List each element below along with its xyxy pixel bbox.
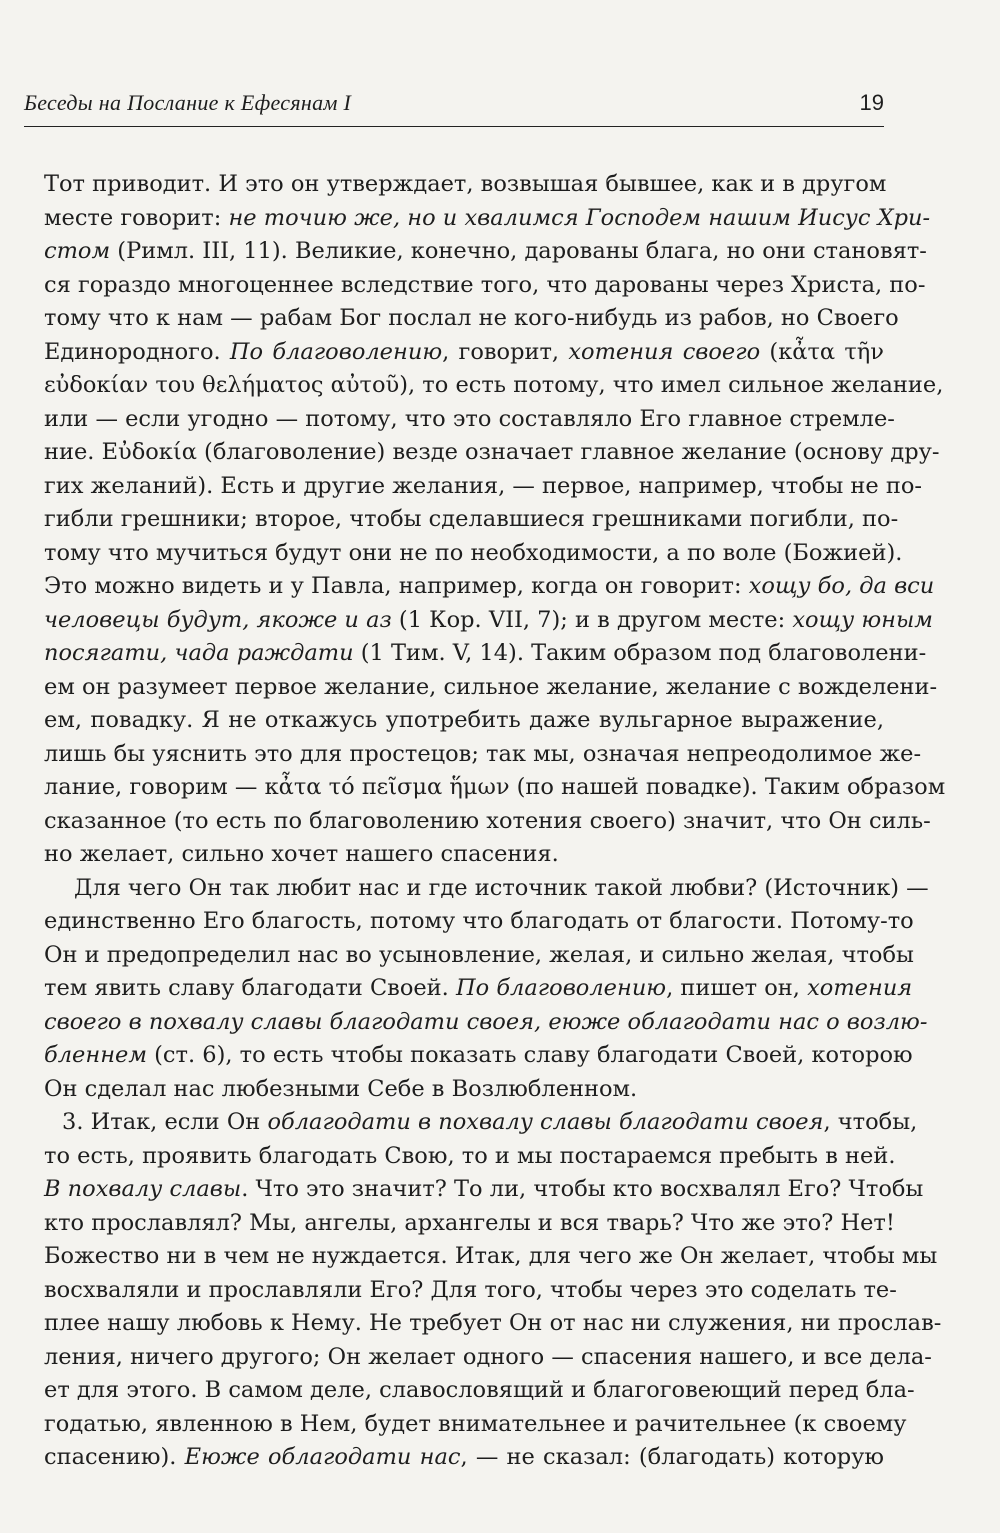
text-line: [44, 436, 940, 470]
text-line: [44, 202, 931, 236]
text-line: [44, 1374, 915, 1408]
text-line: [44, 1408, 907, 1442]
text-line: [44, 470, 923, 504]
text-line: [44, 637, 927, 671]
text-segment: (Римл. III, 11). Великие, конечно, дарованы блага, но они становят-: [110, 238, 927, 264]
text-segment: ся гораздо многоценнее вследствие того, что дарованы через Христа, по-: [44, 271, 926, 298]
text-segment: (1 Кор. VII, 7); и в другом месте:: [391, 606, 793, 633]
text-segment: , пишет он,: [666, 975, 808, 1001]
text-line: [44, 570, 935, 604]
text-line: [44, 838, 884, 872]
italic-segment: не точию же, но и хвалимся Господем нашим Иисус Хри-: [228, 204, 931, 231]
running-title: Беседы на Послание к Ефесянам I: [24, 90, 352, 115]
text-segment: Тот приводит. И это он утверждает, возвышая бывшее, как и в другом: [44, 171, 887, 197]
italic-segment: хощу бо, да вси: [748, 573, 935, 599]
text-segment: (κἆτα τῆν: [760, 338, 884, 365]
text-line: [44, 1240, 938, 1274]
text-segment: ления, ничего другого; Он желает одного — спасения нашего, и все дела-: [44, 1343, 932, 1370]
text-segment: или — если угодно — потому, что это составляло Его главное стремле-: [44, 405, 895, 432]
text-segment: (ст. 6), то есть чтобы показать славу благодати Своей, которою: [147, 1042, 913, 1068]
text-segment: тем явить славу благодати Своей.: [44, 975, 456, 1001]
text-line: [44, 939, 914, 973]
text-segment: ние. Εὐδοκία (благоволение) везде означает главное желание (основу дру-: [44, 439, 940, 465]
italic-segment: облагодати в похвалу славы благодати своея: [267, 1109, 824, 1135]
text-segment: Он и предопределил нас во усыновление, желая, и сильно желая, чтобы: [44, 941, 914, 968]
italic-segment: посягати, чада раждати: [44, 640, 354, 666]
running-head: [24, 90, 884, 127]
text-segment: месте говорит:: [44, 204, 229, 231]
text-segment: тому что к нам — рабам Бог послал не кого-нибудь из рабов, но Своего: [44, 305, 899, 331]
text-segment: , — не сказал: (благодать) которую: [460, 1444, 885, 1470]
text-line: [44, 269, 926, 303]
page-number: 19: [859, 90, 884, 115]
text-segment: тому что мучиться будут они не по необходимости, а по воле (Божией).: [44, 539, 903, 566]
italic-segment: своего в похвалу славы благодати своея, еюже облагодати нас о возлю-: [44, 1008, 928, 1035]
text-segment: 3. Итак, если Он: [62, 1109, 268, 1135]
text-segment: εὐδοκίαν του θελήματος αὐτοῦ), то есть потому, что имел сильное желание,: [44, 372, 944, 398]
italic-segment: человецы будут, якоже и аз: [44, 606, 392, 633]
text-segment: Божество ни в чем не нуждается. Итак, для чего же Он желает, чтобы мы: [44, 1243, 938, 1269]
text-segment: гибли грешники; второе, чтобы сделавшиеся грешниками погибли, по-: [44, 506, 899, 532]
text-segment: кто прославлял? Мы, ангелы, архангелы и вся тварь? Что же это? Нет!: [44, 1209, 895, 1236]
text-segment: гих желаний). Есть и другие желания, — первое, например, чтобы не по-: [44, 472, 923, 499]
text-line: [44, 537, 903, 571]
italic-segment: В похвалу славы: [44, 1176, 242, 1202]
text-line: [44, 972, 913, 1006]
text-segment: восхваляли и прославляли Его? Для того, чтобы через это соделать те-: [44, 1276, 897, 1303]
italic-segment: По благоволению: [229, 338, 443, 365]
text-segment: но желает, сильно хочет нашего спасения.: [44, 841, 559, 867]
text-line: [44, 1106, 918, 1140]
text-segment: спасению).: [44, 1444, 185, 1470]
text-line: [44, 704, 884, 738]
text-segment: то есть, проявить благодать Свою, то и мы постараемся пребыть в ней.: [44, 1142, 896, 1169]
text-line: [44, 905, 914, 939]
text-segment: , говорит,: [442, 338, 569, 365]
text-segment: (1 Тим. V, 14). Таким образом под благоволени-: [353, 640, 927, 666]
text-line: [44, 369, 944, 403]
text-segment: ем, повадку. Я не откажусь употребить даже вульгарное выражение,: [44, 707, 884, 733]
text-line: [44, 235, 927, 269]
text-line: [44, 1073, 884, 1107]
text-segment: лишь бы уяснить это для простецов; так мы, означая непреодолимое же-: [44, 740, 922, 767]
text-line: [44, 403, 895, 437]
text-segment: единственно Его благость, потому что благодать от благости. Потому-то: [44, 908, 914, 934]
text-segment: ем он разумеет первое желание, сильное желание, желание с вожделени-: [44, 673, 938, 700]
text-segment: Это можно видеть и у Павла, например, когда он говорит:: [44, 573, 749, 599]
text-line: [44, 1173, 924, 1207]
text-segment: Он сделал нас любезными Себе в Возлюбленном.: [44, 1075, 638, 1102]
italic-segment: хощу юным: [792, 606, 933, 633]
text-line: [44, 805, 931, 839]
text-segment: ет для этого. В самом деле, славословящий и благоговеющий перед бла-: [44, 1377, 915, 1403]
text-line: [44, 168, 887, 202]
body-text: [44, 168, 946, 1475]
italic-segment: Еюже облагодати нас: [184, 1444, 461, 1470]
text-segment: . Что это значит? То ли, чтобы кто восхвалял Его? Чтобы: [241, 1176, 924, 1202]
text-line: [44, 1307, 942, 1341]
italic-segment: бленнем: [44, 1042, 147, 1068]
text-line: [44, 872, 929, 906]
text-segment: Для чего Он так любит нас и где источник такой любви? (Источник) —: [74, 874, 929, 901]
text-line: [44, 1341, 932, 1375]
text-segment: плее нашу любовь к Нему. Не требует Он от нас ни служения, ни прослав-: [44, 1310, 942, 1336]
text-line: [44, 503, 899, 537]
text-segment: Единородного.: [44, 338, 230, 365]
text-line: [44, 671, 938, 705]
text-line: [44, 1207, 895, 1241]
text-line: [44, 1274, 897, 1308]
text-line: [44, 738, 922, 772]
italic-segment: хотения своего: [568, 338, 761, 365]
italic-segment: По благоволению: [456, 975, 667, 1001]
text-line: [44, 1039, 913, 1073]
text-line: [44, 1140, 896, 1174]
text-line: [44, 336, 884, 370]
text-line: [44, 1006, 928, 1040]
text-line: [44, 604, 933, 638]
italic-segment: хотения: [807, 975, 913, 1001]
text-segment: лание, говорим — κἆτα τό πεῖσμα ἥμων (по нашей повадке). Таким образом: [44, 774, 946, 800]
text-line: [44, 771, 946, 805]
text-line: [44, 302, 899, 336]
text-segment: , чтобы,: [823, 1109, 918, 1135]
text-segment: годатью, явленною в Нем, будет внимательнее и рачительнее (к своему: [44, 1410, 907, 1437]
text-line: [44, 1441, 884, 1475]
text-segment: сказанное (то есть по благоволению хотения своего) значит, что Он силь-: [44, 807, 931, 834]
italic-segment: стом: [44, 238, 111, 264]
